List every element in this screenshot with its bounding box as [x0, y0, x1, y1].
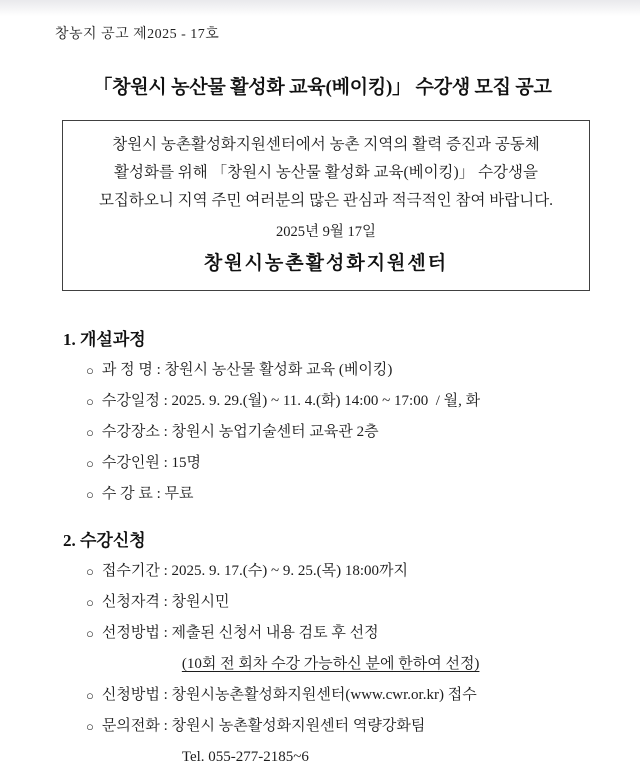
- item-text: 접수기간 : 2025. 9. 17.(수) ~ 9. 25.(목) 18:00까지: [101, 563, 408, 579]
- circle-bullet-icon: ○: [86, 564, 94, 579]
- list-item-selection-method: [86, 624, 590, 673]
- circle-bullet-icon: ○: [86, 363, 94, 378]
- circle-bullet-icon: ○: [86, 688, 94, 703]
- notice-body-line: 창원시 농촌활성화지원센터에서 농촌 지역의 활력 증진과 공동체: [112, 136, 540, 153]
- list-item-eligibility: [86, 593, 590, 611]
- item-text: 과 정 명 : 창원시 농산물 활성화 교육 (베이킹): [101, 362, 393, 378]
- doc-number: 창농지 공고 제2025 - 17호: [55, 27, 220, 42]
- item-text: 수강장소 : 창원시 농업기술센터 교육관 2층: [101, 424, 379, 440]
- section-heading: 2. 수강신청: [63, 531, 146, 550]
- circle-bullet-icon: ○: [86, 456, 94, 471]
- item-text: 수강일정 : 2025. 9. 29.(월) ~ 11. 4.(화) 14:00 ~ 17:00 / 월, 화: [101, 393, 481, 409]
- list-item-fee: [86, 485, 590, 503]
- list-item-schedule: [86, 392, 590, 410]
- notice-date: 2025년 9월 17일: [275, 224, 377, 240]
- list-item-period: [86, 562, 590, 580]
- item-text: 문의전화 : 창원시 농촌활성화지원센터 역량강화팀: [101, 718, 426, 734]
- section-application: [63, 530, 590, 779]
- list-item-contact: [86, 717, 590, 766]
- notice-box: [62, 120, 590, 291]
- list-item-course-name: [86, 361, 590, 379]
- circle-bullet-icon: ○: [86, 595, 94, 610]
- circle-bullet-icon: ○: [86, 425, 94, 440]
- item-text: 신청자격 : 창원시민: [101, 594, 230, 610]
- item-text: 선정방법 : 제출된 신청서 내용 검토 후 선정: [101, 625, 379, 641]
- notice-body-line: 활성화를 위해 「창원시 농산물 활성화 교육(베이킹)」 수강생을: [114, 164, 538, 181]
- notice-body-line: 모집하오니 지역 주민 여러분의 많은 관심과 적극적인 참여 바랍니다.: [98, 192, 554, 209]
- circle-bullet-icon: ○: [86, 394, 94, 409]
- circle-bullet-icon: ○: [86, 719, 94, 734]
- list-item-apply-method: [86, 686, 590, 704]
- list-item-capacity: [86, 454, 590, 472]
- section-heading: 1. 개설과정: [63, 330, 146, 349]
- item-text: 수 강 료 : 무료: [101, 486, 194, 502]
- circle-bullet-icon: ○: [86, 487, 94, 502]
- item-text: 수강인원 : 15명: [101, 455, 201, 471]
- org-name: 창원시농촌활성화지원센터: [203, 253, 449, 274]
- contact-phone: Tel. 055-277-2185~6: [181, 749, 309, 765]
- list-item-location: [86, 423, 590, 441]
- item-text: 신청방법 : 창원시농촌활성화지원센터(www.cwr.or.kr) 접수: [101, 687, 477, 703]
- circle-bullet-icon: ○: [86, 626, 94, 641]
- selection-note: (10회 전 회차 수강 가능하신 분에 한하여 선정): [181, 656, 480, 672]
- page-title: 「창원시 농산물 활성화 교육(베이킹)」 수강생 모집 공고: [93, 77, 552, 98]
- section-course-info: [63, 329, 590, 516]
